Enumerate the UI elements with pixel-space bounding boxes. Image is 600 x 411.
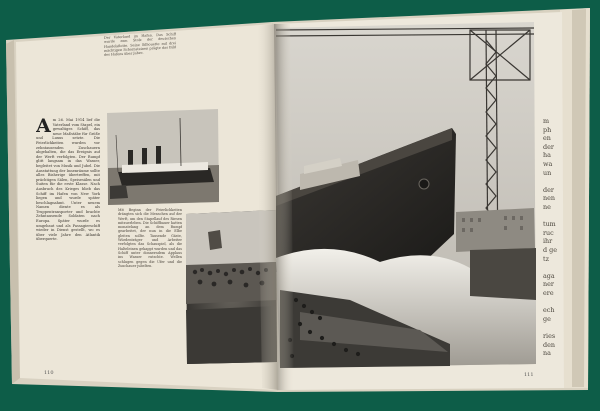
page-number-right: 111 xyxy=(524,372,534,378)
edge-word: ere xyxy=(543,290,554,297)
edge-word: der xyxy=(543,143,554,151)
edge-word: wa xyxy=(543,161,553,168)
edge-word: un xyxy=(543,169,552,177)
edge-word: der xyxy=(543,186,554,194)
right-edge-text xyxy=(543,118,565,368)
article-text: m 26. Mai 1914 lief die Vaterland vom Stapel, ein gewaltiges Schiff, das neue Maßstäbe für Größe und Luxus setzte. Die Feierlichkeiten wurden vor zehntausenden Zuschauern abgehalten, die das Ereignis auf der Werft verfolgten. Der Rumpf glitt langsam in das Wasser, begleitet von Musik und Jubel. Die Ausstattung der Innenräume sollte alles Bisherige übertreffen, mit prächtigen Sälen, Speisesälen und Suiten für die erste Klasse. Nach Ausbruch des Krieges blieb das Schiff im Hafen von New York liegen und wurde später beschlagnahmt. Unter neuem Namen diente es als Truppentransporter und brachte Zehntausende Soldaten nach Europa. Später wurde es umgebaut und als Passagierschiff wieder in Dienst gestellt, wo es über viele Jahre den Atlantik überquerte. xyxy=(36,118,100,242)
edge-word: ge xyxy=(543,315,551,323)
photo-ship-harbor xyxy=(107,109,219,205)
caption-top: Der Vaterland im Hafen. Das Schiff wurde zum Stolz der deutschen Handelsflotte. Seine Silhouette mit drei mächtigen Schornsteinen prägte das Bild des Hafens über Jahre. xyxy=(104,32,176,58)
edge-word: ne xyxy=(543,204,551,211)
edge-word: ph xyxy=(543,126,552,134)
edge-word: tz xyxy=(543,255,549,263)
edge-word: nen xyxy=(543,195,556,203)
edge-word: den xyxy=(543,341,555,349)
edge-word: ruc xyxy=(543,229,554,237)
edge-word: m xyxy=(543,118,550,125)
edge-word: tum xyxy=(543,221,556,229)
edge-word: d ge xyxy=(543,247,557,254)
edge-word: ries xyxy=(543,333,556,340)
caption-bottom: Mit Beginn der Feierlichkeiten drängten sich die Menschen auf der Werft, um den Stapellauf des Riesen mitzuerleben. Die Schiffbauer hatten monatelang an dem Rumpf gearbeitet, der nun in die Elbe gleiten sollte. Tausende Gäste, Würdenträger und Arbeiter verfolgten das Schauspiel, als die Halteleinen gekappt wurden und das Schiff unter donnerndem Applaus ins Wasser rutschte. Wellen schlugen gegen die Ufer und die Zuschauer jubelten. xyxy=(118,208,182,268)
edge-word: ech xyxy=(543,307,555,315)
drop-cap-letter: A xyxy=(36,118,51,137)
edge-word: ha xyxy=(543,152,551,160)
edge-word: ihr xyxy=(543,238,553,246)
edge-word: aga xyxy=(543,272,555,280)
edge-word: ner xyxy=(543,281,554,289)
edge-word: na xyxy=(543,350,551,358)
photo-ship-launch xyxy=(276,22,536,368)
page-number-left: 110 xyxy=(44,370,54,376)
edge-word: en xyxy=(543,135,551,143)
article-column xyxy=(36,118,100,360)
